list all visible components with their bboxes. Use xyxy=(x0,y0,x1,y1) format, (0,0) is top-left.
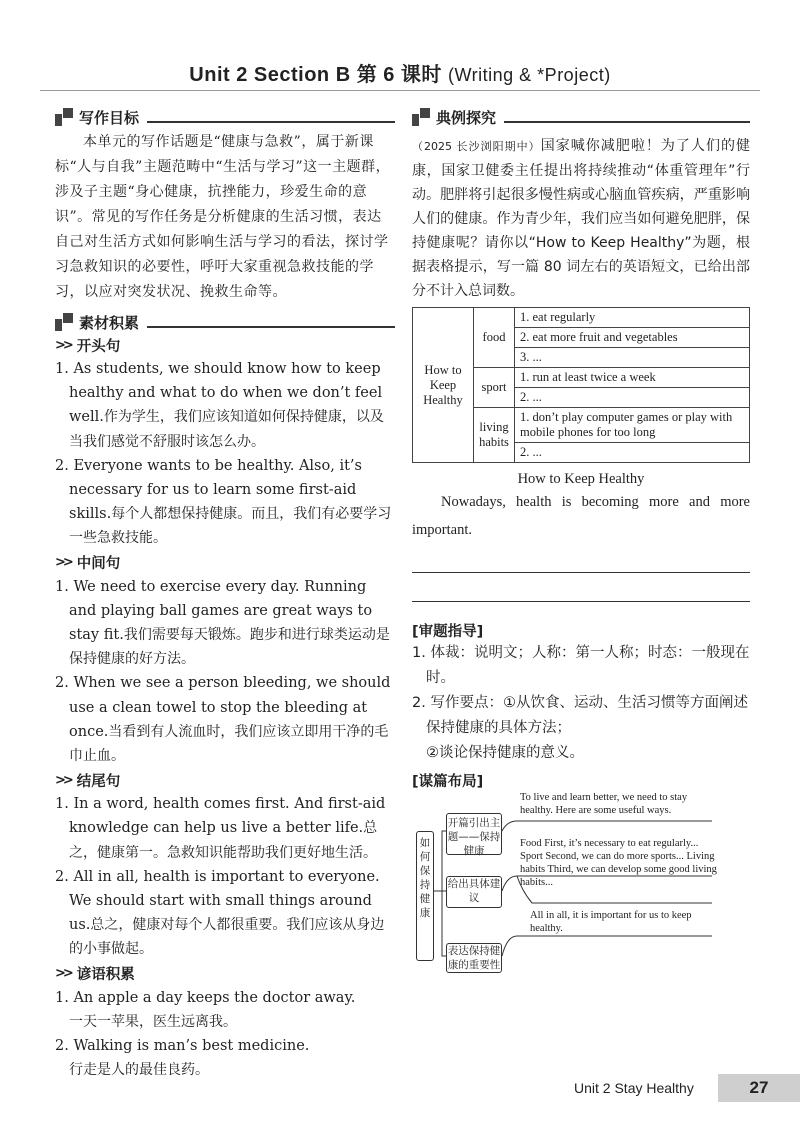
title-rule xyxy=(40,90,760,91)
middle-subheader: >> 中间句 xyxy=(55,555,121,573)
outline-box: 给出具体建议 xyxy=(446,876,502,908)
material-header: 素材积累 xyxy=(55,311,395,333)
essay-start: Nowadays, health is becoming more and more important. xyxy=(412,494,750,538)
guide-heading: [审题指导] xyxy=(412,624,484,640)
table-cell: 3. ... xyxy=(515,348,750,368)
goal-header: 写作目标 xyxy=(55,106,395,128)
outline-diagram xyxy=(412,791,750,991)
list-item: 1. We need to exercise every day. Running and playing ball games are great ways to stay fit.我们需要每天锻炼。跑步和进行球类运动是保持健康的好方法。 xyxy=(55,578,390,668)
outline-box: 开篇引出主题——保持健康 xyxy=(446,813,502,855)
outline-text: Food First, it’s necessary to eat regularly... Sport Second, we can do more sports... Living habits Third, we can develop some good living habits... xyxy=(520,838,717,888)
list-item: 2. 写作要点：①从饮食、运动、生活习惯等方面阐述保持健康的具体方法； xyxy=(412,695,748,736)
footer-unit: Unit 2 Stay Healthy xyxy=(574,1080,694,1096)
section-icon xyxy=(412,108,430,126)
list-item: 1. An apple a day keeps the doctor away. 一天一苹果，医生远离我。 xyxy=(55,989,356,1030)
list-item: 2. Everyone wants to be healthy. Also, it’s necessary for us to learn some first-aid skills.每个人都想保持健康。而且，我们有必要学习一些急救技能。 xyxy=(55,457,392,547)
example-prompt: （2025 长沙浏阳期中）国家喊你减肥啦！为了人们的健康，国家卫健委主任提出将持续推动“体重管理年”行动。肥胖将引起很多慢性病或心脑血管疾病，严重影响人们的健康。作为青少年，我们应当如何避免肥胖，保持健康呢？请你以“How to Keep Healthy”为题，根据表格提示，写一篇 80 词左右的英语短文，已给出部分不计入总词数。 xyxy=(412,138,750,299)
chevron-icon: >> xyxy=(55,772,71,788)
list-item: 1. 体裁：说明文；人称：第一人称；时态：一般现在时。 xyxy=(412,645,750,686)
page-number: 27 xyxy=(718,1074,800,1102)
outline-text: All in all, it is important for us to keep healthy. xyxy=(530,910,692,934)
outline-box: 表达保持健康的重要性 xyxy=(447,945,501,971)
table-cell: 2. ... xyxy=(515,443,750,463)
list-item: 2. Walking is man’s best medicine. 行走是人的最佳良药。 xyxy=(55,1038,310,1079)
opening-subheader: >> 开头句 xyxy=(55,337,121,355)
table-group: sport xyxy=(474,368,515,408)
writing-blank[interactable] xyxy=(412,544,750,573)
table-cell: 2. ... xyxy=(515,388,750,408)
example-header: 典例探究 xyxy=(412,106,750,128)
chevron-icon: >> xyxy=(55,966,71,982)
hint-table xyxy=(412,307,750,463)
table-root: How to Keep Healthy xyxy=(413,308,474,463)
writing-blank[interactable] xyxy=(412,573,750,602)
chevron-icon: >> xyxy=(55,555,71,571)
section-icon xyxy=(55,108,73,126)
title-subtitle: (Writing & *Project) xyxy=(448,65,611,85)
list-item: 1. In a word, health comes first. And first-aid knowledge can help us live a better life.总之，健康第一。急救知识能帮助我们更好地生活。 xyxy=(55,796,386,861)
page-title xyxy=(0,58,800,87)
ending-subheader: >> 结尾句 xyxy=(55,772,121,790)
list-item: ②谈论保持健康的意义。 xyxy=(426,745,584,761)
outline-text: To live and learn better, we need to stay healthy. Here are some useful ways. xyxy=(520,792,688,816)
right-column xyxy=(412,106,750,991)
section-icon xyxy=(55,313,73,331)
table-cell: 1. run at least twice a week xyxy=(515,368,750,388)
essay-title: How to Keep Healthy xyxy=(517,471,645,487)
left-column xyxy=(55,106,395,1082)
list-item: 2. When we see a person bleeding, we should use a clean towel to stop the bleeding at once.当看到有人流血时，我们应该立即用干净的毛巾止血。 xyxy=(55,675,391,765)
table-cell: 1. don’t play computer games or play with mobile phones for too long xyxy=(515,408,750,443)
list-item: 1. As students, we should know how to keep healthy and what to do when we don’t feel well.作为学生，我们应该知道如何保持健康，以及当我们感觉不舒服时该怎么办。 xyxy=(55,361,384,450)
title-main: Unit 2 Section B 第 6 课时 xyxy=(189,64,442,86)
table-cell: 1. eat regularly xyxy=(515,308,750,328)
goal-text: 本单元的写作话题是“健康与急救”，属于新课标“人与自我”主题范畴中“生活与学习”这一主题群，涉及子主题“身心健康，抗挫能力，珍爱生命的意识”。常见的写作任务是分析健康的生活习惯，表达自己对生活方式如何影响生活与学习的看法，探讨学习急救知识的必要性，呼吁大家重视急救技能的学习，以应对突发状况、挽救生命等。 xyxy=(55,134,391,300)
center-box: 如何保持健康 xyxy=(416,831,434,961)
table-cell: 2. eat more fruit and vegetables xyxy=(515,328,750,348)
list-item: 2. All in all, health is important to everyone. We should start with small things around us.总之，健康对每个人都很重要。我们应该从身边的小事做起。 xyxy=(55,868,385,958)
layout-heading: [谋篇布局] xyxy=(412,774,484,790)
proverbs-subheader: >> 谚语积累 xyxy=(55,966,135,984)
table-group: living habits xyxy=(474,408,515,463)
table-group: food xyxy=(474,308,515,368)
chevron-icon: >> xyxy=(55,337,71,353)
